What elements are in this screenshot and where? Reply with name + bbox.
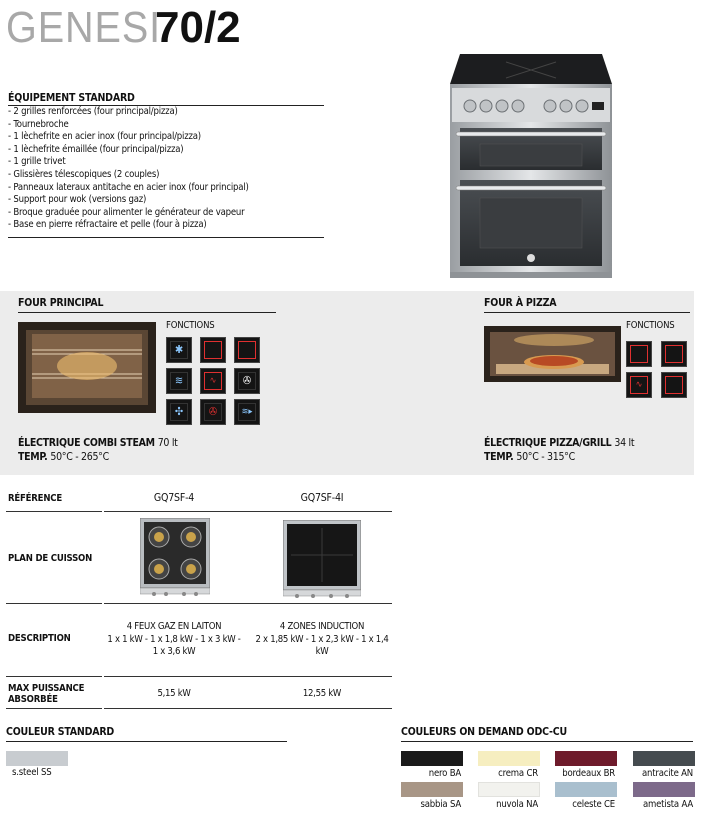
divider — [104, 676, 392, 677]
color-label: bordeaux BR — [562, 768, 615, 779]
fan-icon: ✇ — [234, 368, 260, 394]
color-swatch — [401, 782, 463, 797]
defrost-fan-icon: ✱ — [166, 337, 192, 363]
four-principal-title: FOUR PRINCIPAL — [18, 297, 104, 309]
couleurs-demand-title: COULEURS ON DEMAND ODC-CU — [401, 726, 567, 738]
divider — [6, 708, 102, 709]
plan-label: PLAN DE CUISSON — [8, 553, 93, 564]
model-2-power: 12,55 kW — [302, 688, 342, 699]
divider — [104, 708, 392, 709]
steam-fan-icon: ✣ — [166, 399, 192, 425]
title-model-name: GENESI — [6, 3, 162, 52]
divider — [401, 741, 693, 742]
color-label: sabbia SA — [420, 799, 461, 810]
color-swatch — [478, 751, 540, 766]
bottom-heat-icon: ∿ — [626, 372, 652, 398]
temp-label: TEMP. — [484, 451, 514, 463]
divider — [6, 741, 287, 742]
desc-line: 1 x 3,6 kW — [152, 646, 196, 657]
list-item: - Glissières télescopiques (2 couples) — [8, 168, 160, 180]
color-swatch — [478, 782, 540, 797]
main-oven-capacity: 70 lt — [157, 437, 178, 449]
max-power-label — [8, 683, 84, 705]
pizza-oven-capacity: 34 lt — [614, 437, 635, 449]
list-item: - Panneaux lateraux antitache en acier inox (four principal) — [8, 181, 249, 193]
grill-icon — [661, 372, 687, 398]
model-1-description — [104, 621, 244, 659]
pizza-oven-spec — [484, 436, 634, 450]
main-oven-spec — [18, 436, 178, 450]
list-item: - 1 grille trivet — [8, 156, 66, 168]
oven-product-image — [446, 52, 616, 280]
equipment-list — [8, 106, 324, 232]
grill-icon: ∿ — [200, 368, 226, 394]
color-label: nero BA — [428, 768, 461, 779]
divider — [6, 676, 102, 677]
main-oven-cavity-image — [18, 322, 156, 413]
top-bottom-heat-icon — [626, 341, 652, 367]
list-item: - Support pour wok (versions gaz) — [8, 194, 147, 206]
induction-cooktop-image — [283, 520, 361, 600]
pizza-oven-temp — [484, 450, 575, 464]
desc-line: 4 ZONES INDUCTION — [279, 621, 365, 632]
model-ref-1: GQ7SF-4 — [153, 492, 195, 504]
temp-label: TEMP. — [18, 451, 48, 463]
max-power-label-line: ABSORBÉE — [8, 694, 58, 705]
top-heat-icon — [661, 341, 687, 367]
color-label: s.steel SS — [12, 767, 52, 778]
divider — [6, 603, 102, 604]
color-swatch — [633, 782, 695, 797]
color-label: ametista AA — [642, 799, 693, 810]
list-item: - 2 grilles renforcées (four principal/pizza) — [8, 106, 178, 117]
color-swatch — [401, 751, 463, 766]
desc-line: 1 x 1 kW - 1 x 1,8 kW - 1 x 3 kW - — [107, 633, 241, 645]
divider — [104, 511, 392, 512]
description-label: DESCRIPTION — [8, 633, 71, 644]
list-item: - Tournebroche — [8, 118, 69, 130]
top-heat-icon — [200, 337, 226, 363]
fan-ring-icon: ✇ — [200, 399, 226, 425]
max-power-label-line: MAX PUISSANCE — [8, 683, 85, 694]
divider — [6, 511, 102, 512]
color-label: antracite AN — [642, 768, 693, 779]
color-swatch-ss — [6, 751, 68, 766]
desc-line: 4 FEUX GAZ EN LAITON — [126, 621, 222, 632]
fonctions-label: FONCTIONS — [626, 320, 675, 331]
steam-icon: ≋ — [166, 368, 192, 394]
divider — [8, 237, 324, 238]
color-label: celeste CE — [572, 799, 615, 810]
couleur-standard-title: COULEUR STANDARD — [6, 726, 115, 738]
model-1-power: 5,15 kW — [157, 688, 191, 699]
divider — [104, 603, 392, 604]
temp-value: 50°C - 315°C — [516, 451, 575, 463]
color-swatch — [555, 751, 617, 766]
bottom-heat-icon — [234, 337, 260, 363]
divider — [484, 312, 690, 313]
main-oven-temp — [18, 450, 109, 464]
steam-boost-icon: ≋▸ — [234, 399, 260, 425]
temp-value: 50°C - 265°C — [50, 451, 109, 463]
list-item: - 1 lèchefrite émaillée (four principal/pizza) — [8, 143, 184, 155]
desc-line: 2 x 1,85 kW - 1 x 2,3 kW - 1 x 1,4 kW — [255, 633, 389, 657]
gas-cooktop-image — [140, 518, 210, 598]
model-2-description — [252, 621, 392, 659]
color-swatch — [555, 782, 617, 797]
reference-label: RÉFÉRENCE — [8, 493, 62, 504]
model-ref-2: GQ7SF-4I — [300, 492, 344, 504]
color-swatch — [633, 751, 695, 766]
list-item: - Base en pierre réfractaire et pelle (four à pizza) — [8, 219, 207, 231]
list-item: - Broque graduée pour alimenter le générateur de vapeur — [8, 206, 245, 218]
list-item: - 1 lèchefrite en acier inox (four principal/pizza) — [8, 131, 201, 143]
title-model-size: 70/2 — [155, 3, 241, 52]
pizza-oven-cavity-image — [484, 326, 621, 382]
pizza-oven-type: ÉLECTRIQUE PIZZA/GRILL — [484, 437, 612, 449]
four-pizza-title: FOUR À PIZZA — [484, 297, 557, 309]
divider — [18, 312, 276, 313]
color-label: crema CR — [498, 768, 538, 779]
fonctions-label: FONCTIONS — [166, 320, 215, 331]
equipment-title: ÉQUIPEMENT STANDARD — [8, 92, 324, 106]
color-label: nuvola NA — [496, 799, 538, 810]
main-oven-type: ÉLECTRIQUE COMBI STEAM — [18, 437, 155, 449]
